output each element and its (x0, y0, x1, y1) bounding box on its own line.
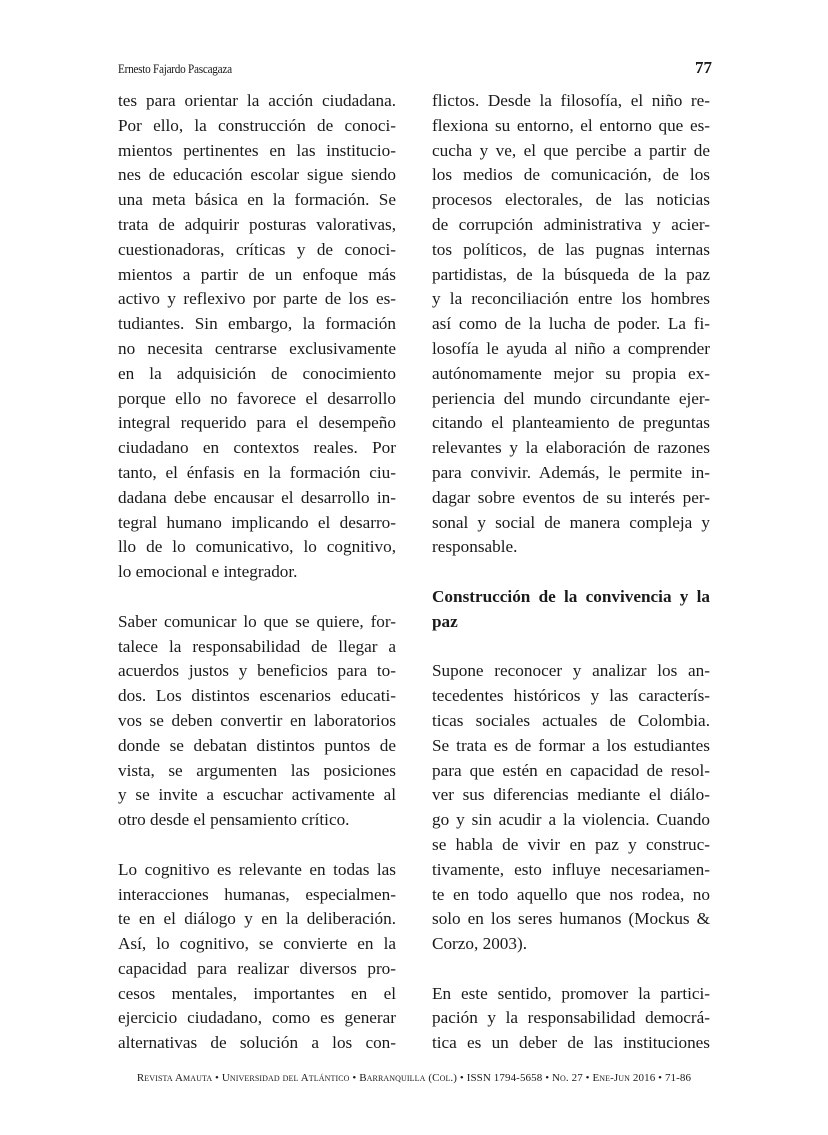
text-line: losofía le ayuda al niño a comprender (432, 338, 710, 358)
text-line: mientos a partir de un enfoque más (118, 264, 396, 284)
text-line: no necesita centrarse exclusivamente (118, 338, 396, 358)
text-line: autónomamente mejor su propia ex- (432, 363, 710, 383)
text-line: citando el planteamiento de preguntas (432, 413, 710, 433)
text-line: sonal y social de manera compleja y (432, 512, 710, 532)
text-line: responsable. (432, 537, 518, 557)
left-column (118, 89, 396, 1081)
page-number: 77 (695, 58, 712, 77)
text-line: una meta básica en la formación. Se (118, 190, 396, 210)
text-line: donde se debatan distintos puntos de (118, 735, 396, 755)
text-line: te en todo aquello que nos rodea, no (432, 884, 710, 904)
text-line: talece la responsabilidad de llegar a (118, 636, 396, 656)
text-line: nes de educación escolar sigue siendo (118, 165, 396, 185)
text-line: lo emocional e integrador. (118, 562, 298, 582)
text-line: En este sentido, promover la partici- (432, 983, 710, 1003)
text-line: Supone reconocer y analizar los an- (432, 661, 710, 681)
text-line: cucha y ve, el que percibe a partir de (432, 140, 710, 160)
text-line: dadana debe encausar el desarrollo in- (118, 487, 396, 507)
text-line: te en el diálogo y en la deliberación. (118, 909, 396, 929)
text-line: flictos. Desde la filosofía, el niño re- (432, 91, 710, 110)
text-line: tanto, el énfasis en la formación ciu- (118, 462, 396, 482)
text-line: pación y la responsabilidad democrá- (432, 1008, 710, 1028)
text-line: otro desde el pensamiento crítico. (118, 810, 350, 830)
text-line: porque ello no favorece el desarrollo (118, 388, 396, 408)
text-line: tes para orientar la acción ciudadana. (118, 91, 396, 110)
paragraph (118, 610, 396, 833)
text-line: para que estén en capacidad de resol- (432, 760, 710, 780)
text-line: capacidad para realizar diversos pro- (118, 958, 396, 978)
page-footer: Revista Amauta • Universidad del Atlántico • Barranquilla (Col.) • ISSN 1794-5658 • No. 27 • Ene-Jun 2016 • 71-86 (136, 1072, 692, 1084)
paragraph (432, 659, 710, 957)
text-line: Así, lo cognitivo, se convierte en la (118, 934, 396, 954)
text-line: integral requerido para el desempeño (118, 413, 396, 433)
text-line: tica es un deber de las instituciones (432, 1033, 710, 1053)
text-line: paz (432, 611, 458, 631)
text-line: vos se deben convertir en laboratorios (118, 710, 396, 730)
text-line: solo en los seres humanos (Mockus & (432, 909, 710, 929)
text-line: ver sus diferencias mediante el diálo- (432, 785, 710, 805)
text-line: tegral humano implicando el desarro- (118, 512, 396, 532)
text-line: tos políticos, de las pugnas internas (432, 239, 710, 259)
right-column (432, 89, 710, 1081)
text-line: dos. Los distintos escenarios educati- (118, 686, 396, 706)
text-line: ejercicio ciudadano, como es generar (118, 1008, 396, 1028)
text-line: flexiona su entorno, el entorno que es- (432, 115, 710, 135)
text-line: los medios de comunicación, de los (432, 165, 710, 185)
text-line: tivamente, esto influye necesariamen- (432, 859, 710, 879)
paragraph (118, 89, 396, 585)
paragraph (118, 858, 396, 1056)
text-line: Construcción de la convivencia y la (432, 586, 710, 606)
text-line: para convivir. Además, le permite in- (432, 462, 710, 482)
text-line: go y sin acudir a la violencia. Cuando (432, 810, 710, 830)
text-line: vista, se argumenten las posiciones (118, 760, 396, 780)
text-line: así como de la lucha de poder. La fi- (432, 314, 710, 334)
text-line: llo de lo comunicativo, lo cognitivo, (118, 537, 396, 557)
text-line: relevantes y la elaboración de razones (432, 438, 710, 458)
text-line: activo y reflexivo por parte de los es- (118, 289, 396, 309)
paragraph (432, 89, 710, 560)
text-line: ciudadano en contextos reales. Por (118, 438, 396, 458)
text-line: dagar sobre eventos de su interés per- (432, 487, 710, 507)
text-line: cesos mentales, importantes en el (118, 983, 396, 1003)
text-line: tudiantes. Sin embargo, la formación (118, 314, 396, 334)
text-line: Saber comunicar lo que se quiere, for- (118, 611, 396, 631)
section-heading (432, 585, 710, 635)
text-line: Lo cognitivo es relevante en todas las (118, 859, 396, 879)
text-line: Por ello, la construcción de conoci- (118, 115, 396, 135)
text-line: trata de adquirir posturas valorativas, (118, 214, 396, 234)
text-line: y la reconciliación entre los hombres (432, 289, 710, 309)
text-line: procesos electorales, de las noticias (432, 190, 710, 210)
text-line: Se trata es de formar a los estudiantes (432, 735, 710, 755)
text-line: acuerdos justos y beneficios para to- (118, 661, 396, 681)
paragraph (432, 982, 710, 1056)
text-line: mientos pertinentes en las institucio- (118, 140, 396, 160)
text-line: de corrupción administrativa y acier- (432, 214, 710, 234)
text-line: tecedentes históricos y las caracterís- (432, 686, 710, 706)
text-line: partidistas, de la búsqueda de la paz (432, 264, 710, 284)
text-line: periencia del mundo circundante ejer- (432, 388, 710, 408)
text-line: cuestionadoras, críticas y de conoci- (118, 239, 396, 259)
text-line: Corzo, 2003). (432, 934, 527, 954)
text-line: se habla de vivir en paz y construc- (432, 834, 710, 854)
text-line: interacciones humanas, especialmen- (118, 884, 396, 904)
text-line: en la adquisición de conocimiento (118, 363, 396, 383)
text-line: ticas sociales actuales de Colombia. (432, 710, 710, 730)
text-line: y se invite a escuchar activamente al (118, 785, 396, 805)
text-line: alternativas de solución a los con- (118, 1033, 396, 1053)
running-head-author: Ernesto Fajardo Pascagaza (118, 62, 232, 76)
